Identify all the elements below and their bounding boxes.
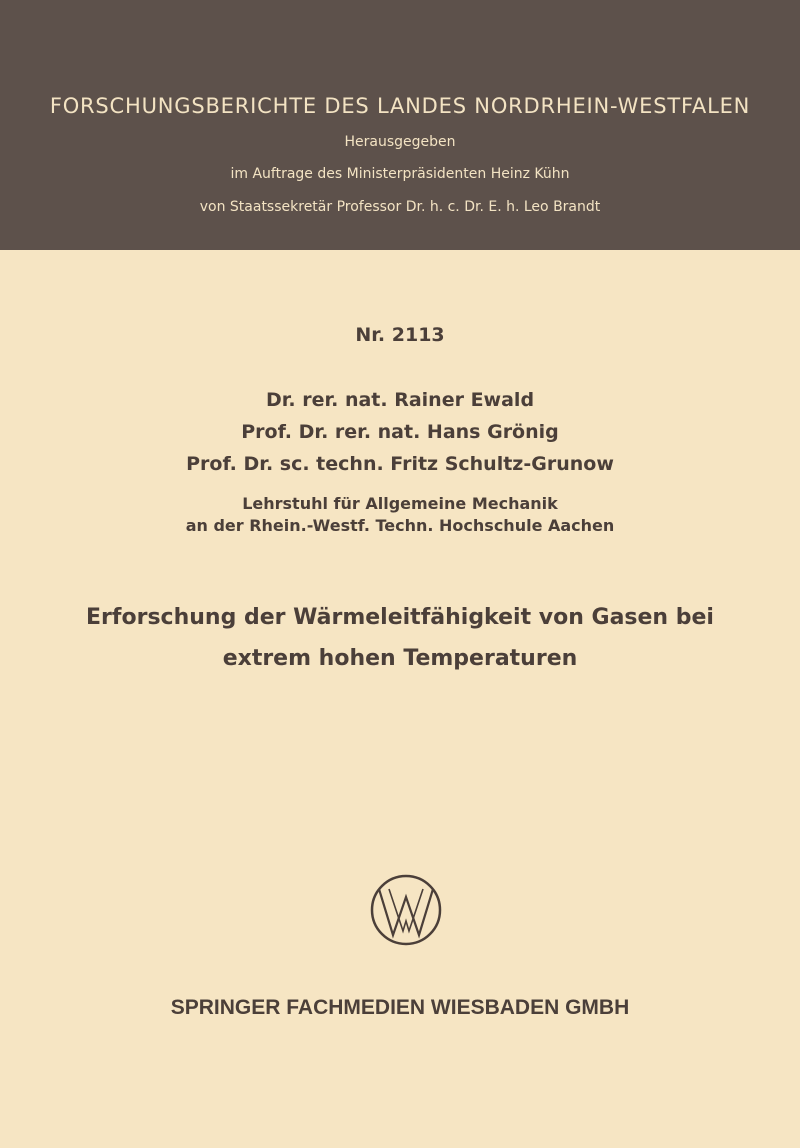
editor-line-3: von Staatssekretär Professor Dr. h. c. Dr. E. h. Leo Brandt bbox=[199, 199, 601, 215]
book-title-line-1: Erforschung der Wärmeleitfähigkeit von Gasen bei bbox=[86, 605, 714, 630]
editor-line-1: Herausgegeben bbox=[344, 134, 456, 150]
report-number: Nr. 2113 bbox=[355, 324, 445, 346]
series-title: FORSCHUNGSBERICHTE DES LANDES NORDRHEIN-WESTFALEN bbox=[49, 94, 751, 118]
author-2: Prof. Dr. rer. nat. Hans Grönig bbox=[241, 421, 559, 443]
author-1: Dr. rer. nat. Rainer Ewald bbox=[265, 389, 535, 411]
institution-line-2: an der Rhein.-Westf. Techn. Hochschule Aachen bbox=[185, 516, 615, 535]
book-title-line-2: extrem hohen Temperaturen bbox=[222, 646, 578, 671]
author-3: Prof. Dr. sc. techn. Fritz Schultz-Grunow bbox=[186, 453, 614, 475]
editor-line-2: im Auftrage des Ministerpräsidenten Heinz Kühn bbox=[230, 166, 570, 182]
springer-w-logo-icon bbox=[369, 873, 443, 947]
series-header bbox=[0, 0, 800, 250]
institution-line-1: Lehrstuhl für Allgemeine Mechanik bbox=[242, 494, 558, 513]
publisher-name: SPRINGER FACHMEDIEN WIESBADEN GMBH bbox=[170, 996, 630, 1019]
